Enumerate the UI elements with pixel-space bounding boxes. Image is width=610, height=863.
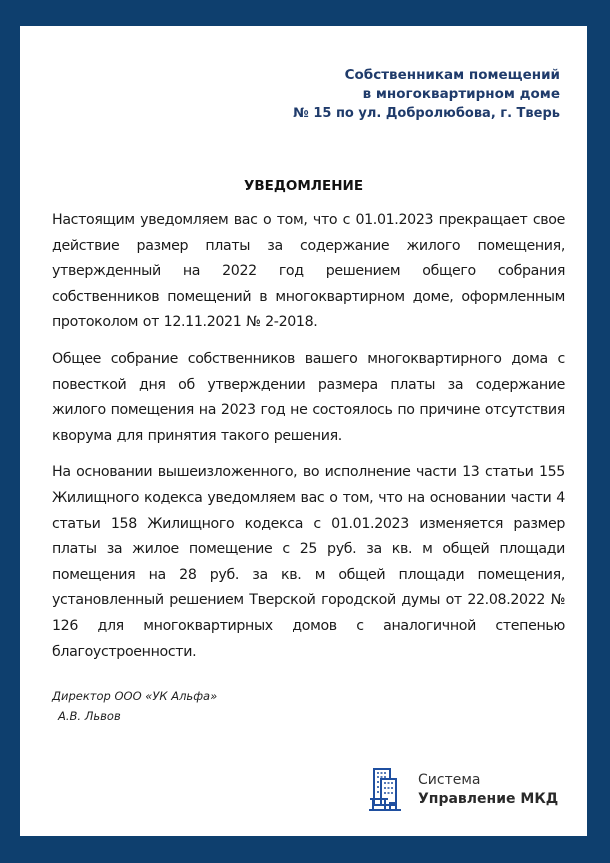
buildings-icon — [368, 767, 402, 813]
addressee-line-1: Собственникам помещений — [344, 67, 560, 83]
document-page — [20, 26, 587, 836]
paragraph: Общее собрание собственников вашего многоквартирного дома с повесткой дня об утверждении размера платы за содержание жилого помещения на 2023 год не состоялось по причине отсутствия кворума для принятия такого решения. — [52, 350, 565, 444]
logo-line-1: Система — [418, 772, 481, 788]
addressee-line-2: в многоквартирном доме — [362, 86, 560, 102]
paragraph: На основании вышеизложенного, во исполнение части 13 статьи 155 Жилищного кодекса уведомляем вас о том, что на основании части 4 статьи 158 Жилищного кодекса с 01.01.2023 изменяется размер платы за жилое помещение с 25 руб. за кв. м общей площади помещения на 28 руб. за кв. м общей площади помещения, установленный решением Тверской городской думы от 22.08.2022 № 126 для многоквартирных домов с аналогичной степенью благоустроенности. — [52, 464, 565, 660]
addressee-line-3: № 15 по ул. Добролюбова, г. Тверь — [293, 106, 560, 121]
signature-position: Директор ООО «УК Альфа» — [52, 689, 218, 703]
paragraph: Настоящим уведомляем вас о том, что с 01.01.2023 прекращает свое действие размер платы за содержание жилого помещения, утвержденный на 2022 год решением общего собрания собственников помещений в многоквартирном доме, оформленным протоколом от 12.11.2021 № 2-2018. — [52, 212, 565, 331]
signature-name: А.В. Львов — [58, 709, 121, 723]
signature-block — [52, 686, 217, 726]
logo-line-2: Управление МКД — [418, 791, 559, 807]
logo-text — [418, 771, 558, 809]
document-title: УВЕДОМЛЕНИЕ — [243, 178, 364, 194]
logo — [368, 767, 558, 813]
addressee-block — [293, 66, 560, 123]
document-body — [52, 208, 565, 676]
